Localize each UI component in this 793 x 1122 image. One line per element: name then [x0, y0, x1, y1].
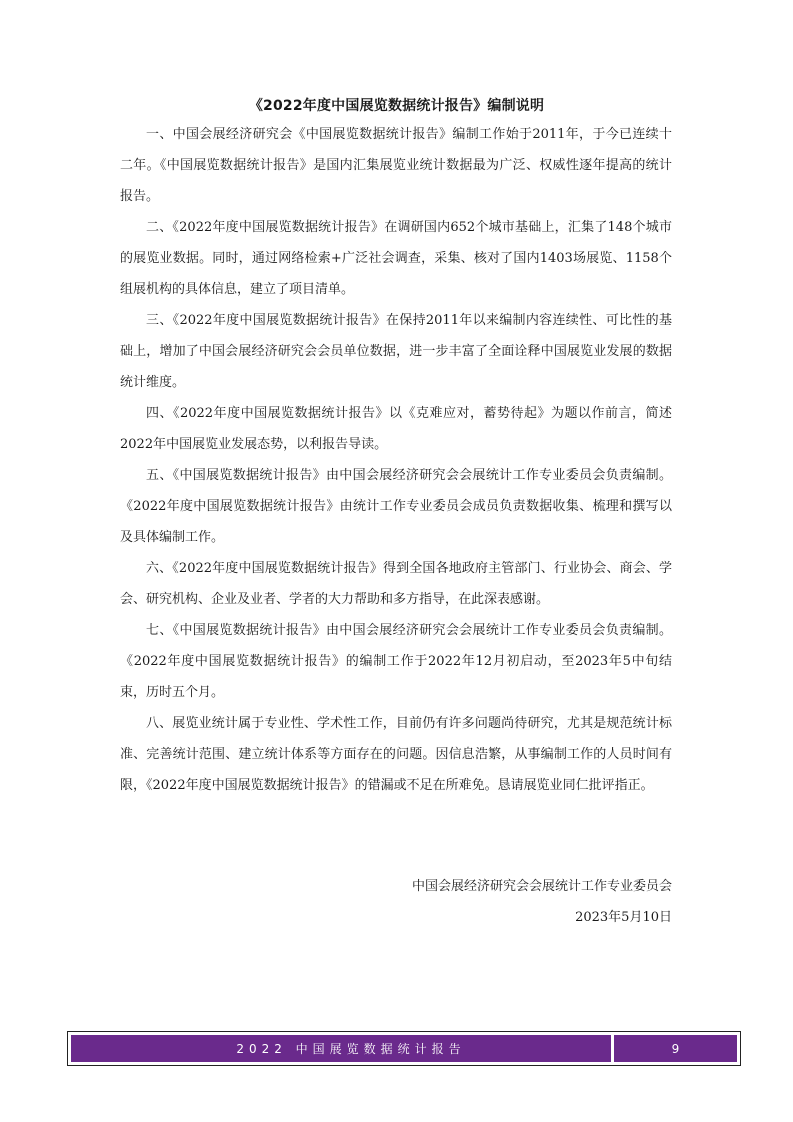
signature-organization: 中国会展经济研究会会展统计工作专业委员会 [411, 879, 672, 894]
page-footer [67, 1031, 741, 1066]
paragraph-7: 七、《中国展览数据统计报告》由中国会展经济研究会会展统计工作专业委员会负责编制。《2022年度中国展览数据统计报告》的编制工作于2022年12月初启动，至2023年5中旬结束，历时五个月。 [120, 623, 672, 700]
footer-report-name: 2022 中国展览数据统计报告 [71, 1035, 611, 1062]
document-body [120, 119, 672, 801]
footer-page-number: 9 [614, 1035, 737, 1062]
page-title: 《2022年度中国展览数据统计报告》编制说明 [248, 98, 545, 114]
paragraph-6: 六、《2022年度中国展览数据统计报告》得到全国各地政府主管部门、行业协会、商会、学会、研究机构、企业及业者、学者的大力帮助和多方指导，在此深表感谢。 [120, 561, 672, 607]
signature-block [120, 871, 672, 933]
paragraph-2: 二、《2022年度中国展览数据统计报告》在调研国内652个城市基础上，汇集了148个城市的展览业数据。同时，通过网络检索+广泛社会调查，采集、核对了国内1403场展览、1158个组展机构的具体信息，建立了项目清单。 [120, 220, 672, 297]
paragraph-3: 三、《2022年度中国展览数据统计报告》在保持2011年以来编制内容连续性、可比性的基础上，增加了中国会展经济研究会会员单位数据，进一步丰富了全面诠释中国展览业发展的数据统计维度。 [120, 313, 672, 390]
footer-bar [71, 1035, 737, 1062]
paragraph-4: 四、《2022年度中国展览数据统计报告》以《克难应对，蓄势待起》为题以作前言，简述2022年中国展览业发展态势，以利报告导读。 [120, 406, 672, 452]
paragraph-5: 五、《中国展览数据统计报告》由中国会展经济研究会会展统计工作专业委员会负责编制。《2022年度中国展览数据统计报告》由统计工作专业委员会成员负责数据收集、梳理和撰写以及具体编制工作。 [120, 468, 672, 545]
paragraph-8: 八、展览业统计属于专业性、学术性工作，目前仍有许多问题尚待研究，尤其是规范统计标准、完善统计范围、建立统计体系等方面存在的问题。因信息浩繁，从事编制工作的人员时间有限，《2022年度中国展览数据统计报告》的错漏或不足在所难免。恳请展览业同仁批评指正。 [120, 716, 672, 793]
paragraph-1: 一、中国会展经济研究会《中国展览数据统计报告》编制工作始于2011年，于今已连续十二年。《中国展览数据统计报告》是国内汇集展览业统计数据最为广泛、权威性逐年提高的统计报告。 [120, 127, 672, 204]
signature-date: 2023年5月10日 [575, 910, 672, 925]
